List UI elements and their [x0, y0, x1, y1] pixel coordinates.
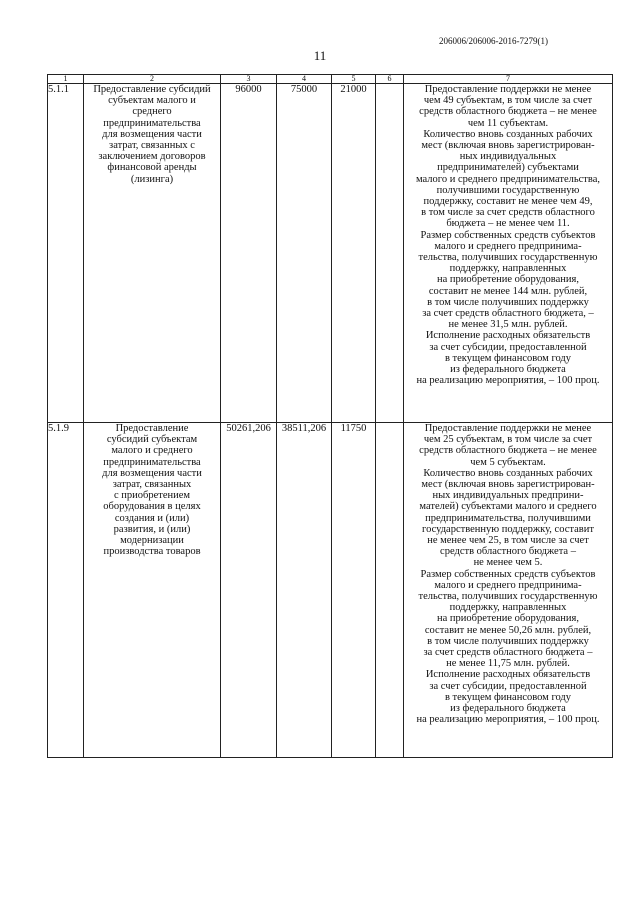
text-line: создания и (или) — [114, 512, 190, 524]
text-line: Предоставление поддержки не менее — [424, 84, 592, 95]
text-line: за счет средств областного бюджета – — [423, 647, 593, 659]
expected-results — [404, 423, 613, 758]
measure-name — [84, 84, 221, 423]
text-line: ных индивидуальных — [459, 151, 557, 163]
text-line: затрат, связанных — [112, 479, 192, 491]
text-line: средств областного бюджета – не менее — [419, 445, 597, 457]
column-header-7: 7 — [404, 75, 613, 84]
amount-other — [376, 423, 404, 758]
text-line: за счет субсидии, предоставленной — [429, 341, 587, 353]
text-line: из федерального бюджета — [450, 703, 566, 715]
measure-name — [84, 423, 221, 758]
text-line: развития, и (или) — [113, 523, 191, 535]
column-header-6: 6 — [376, 75, 404, 84]
table-row — [48, 84, 613, 423]
text-line: Размер собственных средств субъектов — [420, 568, 596, 580]
column-header-1: 1 — [48, 75, 84, 84]
column-header-2: 2 — [84, 75, 221, 84]
text-line: на приобретение оборудования, — [437, 274, 579, 286]
text-line: среднего — [132, 106, 172, 118]
text-line: составит не менее 144 млн. рублей, — [428, 285, 588, 297]
text-line: тельства, получивших государственную — [418, 252, 598, 264]
text-line: в текущем финансовом году — [444, 691, 572, 703]
column-header-4: 4 — [277, 75, 332, 84]
text-line: на реализацию мероприятия, – 100 проц. — [416, 714, 600, 726]
text-line: получившими государственную — [436, 184, 580, 196]
text-line: не менее 11,75 млн. рублей. — [446, 658, 570, 670]
text-line: производства товаров — [103, 546, 201, 558]
text-line: в том числе получивших поддержку — [427, 296, 589, 308]
amount-other — [376, 84, 404, 423]
amount-regional: 11750 — [332, 423, 376, 758]
text-line: Количество вновь созданных рабочих — [423, 467, 593, 479]
text-line: не менее 31,5 млн. рублей. — [448, 319, 568, 331]
amount-total: 50261,206 — [221, 423, 277, 758]
text-line: поддержку, направленных — [449, 263, 567, 275]
amount-federal: 38511,206 — [277, 423, 332, 758]
text-line: Предоставление поддержки не менее — [424, 423, 592, 434]
text-line: в том числе получивших поддержку — [427, 635, 589, 647]
text-line: предпринимательства — [103, 117, 201, 129]
text-line: малого и среднего — [111, 445, 193, 457]
text-line: Исполнение расходных обязательств — [425, 669, 591, 681]
text-line: за счет средств областного бюджета, – — [422, 308, 594, 320]
text-line: на приобретение оборудования, — [437, 613, 579, 625]
text-line: за счет субсидии, предоставленной — [429, 680, 587, 692]
text-line: оборудования в целях — [103, 501, 201, 513]
text-line: с приобретением — [113, 490, 191, 502]
text-line: не менее чем 5. — [473, 557, 543, 569]
text-line: тельства, получивших государственную — [418, 591, 598, 603]
text-line: финансовой аренды — [107, 162, 197, 174]
text-line: предпринимательства, получившими — [425, 512, 591, 524]
text-line: на реализацию мероприятия, – 100 проц. — [416, 375, 600, 387]
text-line: модернизации — [120, 535, 184, 547]
text-line: (лизинга) — [130, 173, 174, 185]
row-code: 5.1.9 — [48, 423, 84, 758]
text-line: предпринимательства — [103, 456, 201, 468]
text-line: из федерального бюджета — [450, 364, 566, 376]
text-line: мест (включая вновь зарегистрирован- — [421, 140, 595, 152]
text-line: затрат, связанных с — [109, 140, 195, 152]
text-line: поддержку, направленных — [449, 602, 567, 614]
text-line: поддержку, составит не менее чем 49, — [423, 196, 593, 208]
amount-regional: 21000 — [332, 84, 376, 423]
text-line: бюджета – не менее чем 11. — [446, 218, 570, 230]
text-line: чем 49 субъектам, в том числе за счет — [423, 95, 593, 107]
text-line: Исполнение расходных обязательств — [425, 330, 591, 342]
table-row — [48, 423, 613, 758]
document-id: 206006/206006-2016-7279(1) — [439, 36, 548, 46]
amount-total: 96000 — [221, 84, 277, 423]
text-line: малого и среднего предпринима- — [434, 579, 582, 591]
text-line: в том числе за счет средств областного — [421, 207, 595, 219]
text-line: государственную поддержку, составит — [422, 523, 594, 535]
text-line: чем 25 субъектам, в том числе за счет — [423, 434, 593, 446]
text-line: Размер собственных средств субъектов — [420, 229, 596, 241]
program-table — [47, 74, 613, 758]
text-line: составит не менее 50,26 млн. рублей, — [424, 624, 592, 636]
page-number: 11 — [313, 48, 327, 63]
row-code: 5.1.1 — [48, 84, 84, 423]
text-line: средств областного бюджета – не менее — [419, 106, 597, 118]
text-line: заключением договоров — [98, 151, 206, 163]
amount-federal: 75000 — [277, 84, 332, 423]
text-line: Предоставление субсидий — [93, 84, 211, 95]
text-line: мателей) субъектами малого и среднего — [419, 501, 597, 513]
text-line: в текущем финансовом году — [444, 352, 572, 364]
text-line: чем 11 субъектам. — [467, 117, 549, 129]
text-line: для возмещения части — [102, 128, 202, 140]
column-header-3: 3 — [221, 75, 277, 84]
text-line: для возмещения части — [102, 467, 202, 479]
text-line: малого и среднего предпринима- — [434, 240, 582, 252]
text-line: чем 5 субъектам. — [470, 456, 546, 468]
text-line: малого и среднего предпринимательства, — [415, 173, 600, 185]
text-line: средств областного бюджета – — [440, 546, 576, 558]
text-line: ных индивидуальных предприни- — [432, 490, 584, 502]
text-line: Количество вновь созданных рабочих — [423, 128, 593, 140]
column-header-5: 5 — [332, 75, 376, 84]
text-line: мест (включая вновь зарегистрирован- — [421, 479, 595, 491]
column-number-row — [48, 75, 613, 84]
expected-results — [404, 84, 613, 423]
text-line: предпринимателей) субъектами — [437, 162, 579, 174]
text-line: субъектам малого и — [108, 95, 196, 107]
text-line: Предоставление — [115, 423, 189, 434]
text-line: субсидий субъектам — [106, 434, 198, 446]
text-line: не менее чем 25, в том числе за счет — [427, 535, 589, 547]
